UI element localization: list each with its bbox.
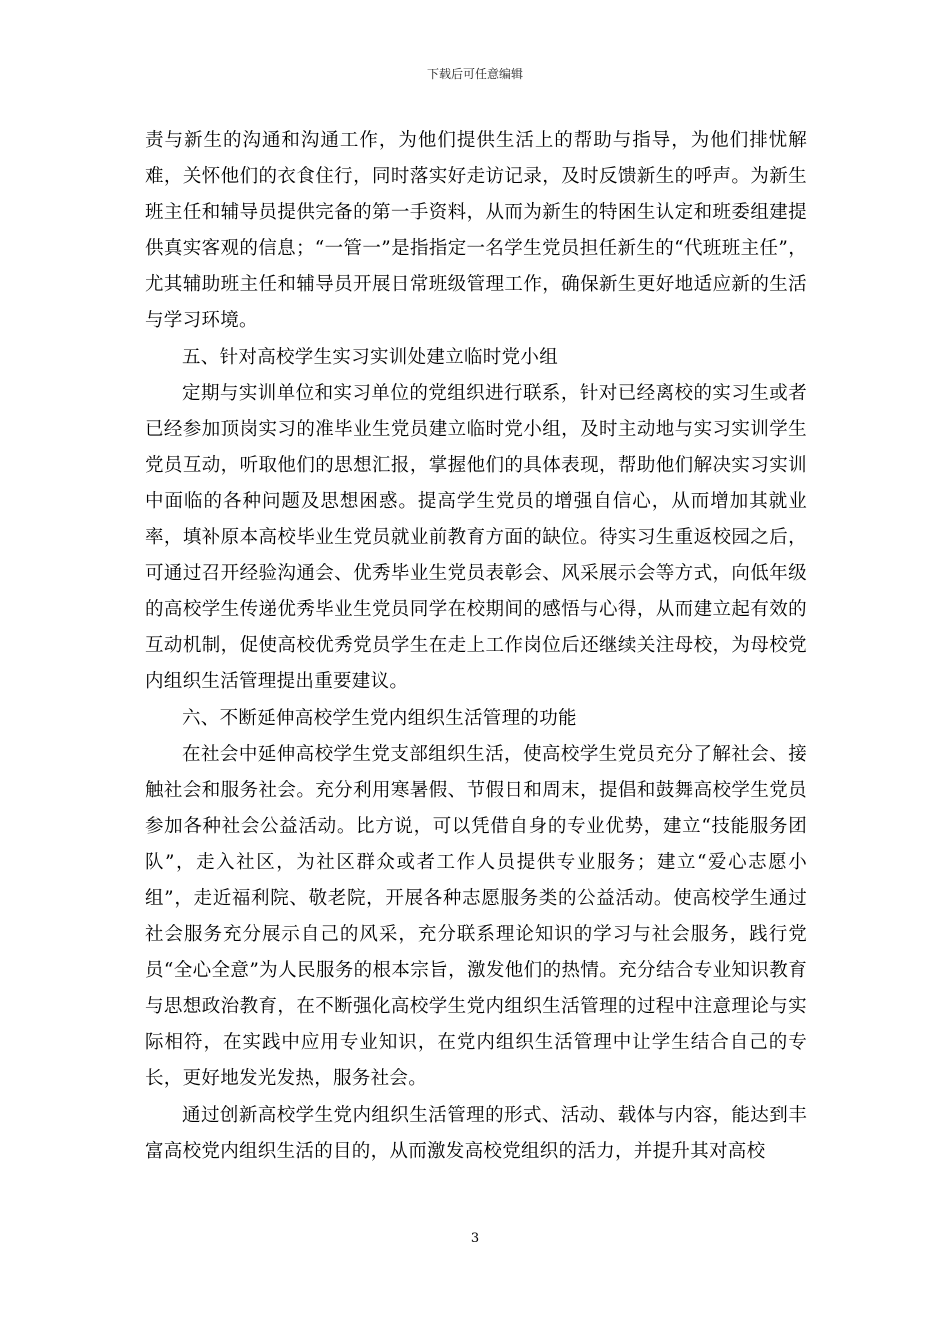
paragraph-continued: 责与新生的沟通和沟通工作，为他们提供生活上的帮助与指导，为他们排忧解难，关怀他们的衣食住行，同时落实好走访记录，及时反馈新生的呼声。为新生班主任和辅导员提供完备的第一手资料，从而为新生的特困生认定和班委组建提供真实客观的信息；“一管一”是指指定一名学生党员担任新生的“代班班主任”，尤其辅助班主任和辅导员开展日常班级管理工作，确保新生更好地适应新的生活与学习环境。 (145, 130, 807, 332)
section-heading-6: 六、不断延伸高校学生党内组织生活管理的功能 (182, 707, 577, 729)
page-number: 3 (470, 1231, 480, 1246)
paragraph: 在社会中延伸高校学生党支部组织生活，使高校学生党员充分了解社会、接触社会和服务社会。充分利用寒暑假、节假日和周末，提倡和鼓舞高校学生党员参加各种社会公益活动。比方说，可以凭借自身的专业优势，建立“技能服务团队”，走入社区，为社区群众或者工作人员提供专业服务；建立“爱心志愿小组”，走近福利院、敬老院，开展各种志愿服务类的公益活动。使高校学生通过社会服务充分展示自己的风采，充分联系理论知识的学习与社会服务，践行党员“全心全意”为人民服务的根本宗旨，激发他们的热情。充分结合专业知识教育与思想政治教育，在不断强化高校学生党内组织生活管理的过程中注意理论与实际相符，在实践中应用专业知识，在党内组织生活管理中让学生结合自己的专长，更好地发光发热，服务社会。 (145, 743, 807, 1090)
document-body (145, 123, 807, 1170)
paragraph: 通过创新高校学生党内组织生活管理的形式、活动、载体与内容，能达到丰富高校党内组织生活的目的，从而激发高校党组织的活力，并提升其对高校 (145, 1104, 807, 1162)
section-heading-5: 五、针对高校学生实习实训处建立临时党小组 (182, 346, 559, 368)
page-header: 下载后可任意编辑 (426, 67, 523, 81)
paragraph: 定期与实训单位和实习单位的党组织进行联系，针对已经离校的实习生或者已经参加顶岗实习的准毕业生党员建立临时党小组，及时主动地与实习实训学生党员互动，听取他们的思想汇报，掌握他们的具体表现，帮助他们解决实习实训中面临的各种问题及思想困惑。提高学生党员的增强自信心，从而增加其就业率，填补原本高校毕业生党员就业前教育方面的缺位。待实习生重返校园之后，可通过召开经验沟通会、优秀毕业生党员表彰会、风采展示会等方式，向低年级的高校学生传递优秀毕业生党员同学在校期间的感悟与心得，从而建立起有效的互动机制，促使高校优秀党员学生在走上工作岗位后还继续关注母校，为母校党内组织生活管理提出重要建议。 (145, 382, 807, 693)
